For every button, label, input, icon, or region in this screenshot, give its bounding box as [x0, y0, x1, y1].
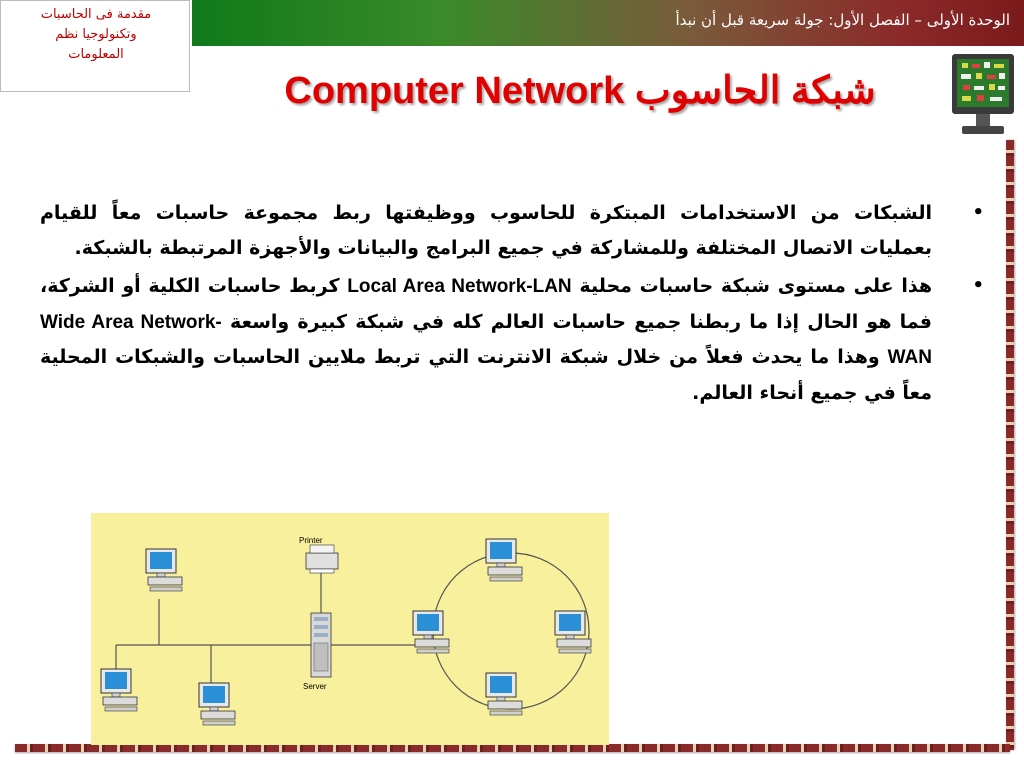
printer-label: Printer	[299, 536, 323, 545]
lan-term: Local Area Network-LAN	[347, 276, 572, 297]
bullet-item-1	[40, 196, 990, 265]
course-line-2: وتكنولوجيا نظم	[55, 27, 137, 42]
monitor-icon	[950, 52, 1016, 138]
computer-icon	[486, 539, 522, 581]
computer-icon	[413, 611, 449, 653]
decorative-rail-vertical	[1006, 140, 1014, 750]
bullet-2-part2: كربط حاسبات الكلية أو الشركة، فما هو الحال إذا ما ربطنا جميع حاسبات العالم كله في شبكة كبيرة واسعة	[40, 275, 932, 333]
content-body	[40, 196, 990, 414]
server-icon	[311, 613, 331, 677]
bullet-icon: •	[972, 202, 984, 223]
header-title: الوحدة الأولى – الفصل الأول: جولة سريعة قبل أن نبدأ	[675, 11, 1010, 29]
wan-term: Wide Area Network-WAN	[40, 311, 932, 368]
page-title	[225, 68, 935, 113]
bullet-icon: •	[972, 275, 984, 296]
course-title	[7, 5, 185, 65]
computer-icon	[486, 673, 522, 715]
course-line-3: المعلومات	[68, 47, 124, 62]
course-box	[0, 0, 190, 92]
network-diagram	[91, 513, 609, 745]
header-bar	[192, 0, 1024, 46]
bullet-item-2	[40, 269, 990, 410]
page-title-english: Computer Network	[284, 70, 625, 112]
page-title-arabic: شبكة الحاسوب	[634, 70, 876, 112]
computer-icon	[555, 611, 591, 653]
course-line-1: مقدمة فى الحاسبات	[40, 7, 152, 22]
computer-icon	[199, 683, 235, 725]
server-label: Server	[303, 682, 327, 691]
bullet-2-part1: هذا على مستوى شبكة حاسبات محلية	[579, 275, 933, 297]
printer-icon	[306, 545, 338, 573]
bullet-2-part3: وهذا ما يحدث فعلاً من خلال شبكة الانترنت التي تربط ملايين الحاسبات والشبكات المحلية معاً في جميع أنحاء العالم.	[40, 346, 932, 404]
computer-icon	[101, 669, 137, 711]
bullet-1-text: الشبكات من الاستخدامات المبتكرة للحاسوب ووظيفتها ربط مجموعة حاسبات معاً للقيام بعمليات الاتصال المختلفة وللمشاركة في جميع البرامج والبيانات والأجهزة المرتبطة بالشبكة.	[40, 202, 932, 259]
computer-icon	[146, 549, 182, 591]
decorative-rail-horizontal	[15, 744, 1010, 752]
